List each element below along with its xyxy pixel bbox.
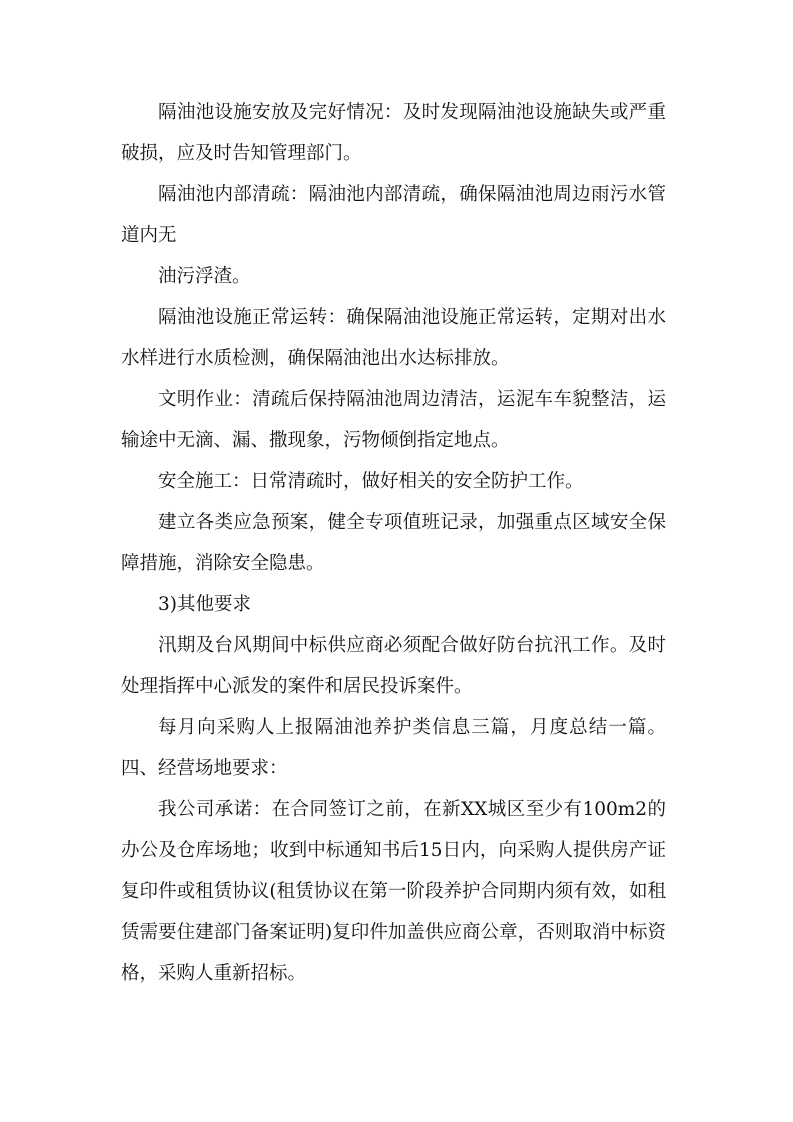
paragraph-civilized-work: 文明作业：清疏后保持隔油池周边清洁，运泥车车貌整洁，运输途中无滴、漏、撒现象，污物倾倒指定地点。 xyxy=(121,389,666,451)
paragraph-monthly-report: 每月向采购人上报隔油池养护类信息三篇，月度总结一篇。四、经营场地要求： xyxy=(121,717,666,779)
paragraph-flood-season: 汛期及台风期间中标供应商必须配合做好防台抗汛工作。及时处理指挥中心派发的案件和居民投诉案件。 xyxy=(121,635,666,697)
paragraph-normal-operation: 隔油池设施正常运转：确保隔油池设施正常运转，定期对出水水样进行水质检测，确保隔油池出水达标排放。 xyxy=(121,307,666,369)
section-heading-other-requirements: 3)其他要求 xyxy=(158,594,251,615)
paragraph-emergency-plans: 建立各类应急预案，健全专项值班记录，加强重点区域安全保障措施，消除安全隐患。 xyxy=(121,512,666,574)
paragraph-oil-scum: 油污浮渣。 xyxy=(158,266,251,287)
document-body xyxy=(121,92,666,994)
paragraph-grease-trap-cleaning: 隔油池内部清疏：隔油池内部清疏，确保隔油池周边雨污水管道内无 xyxy=(121,184,666,246)
paragraph-safe-construction: 安全施工：日常清疏时，做好相关的安全防护工作。 xyxy=(158,471,584,492)
paragraph-grease-trap-condition: 隔油池设施安放及完好情况：及时发现隔油池设施缺失或严重破损，应及时告知管理部门。 xyxy=(121,102,666,164)
paragraph-company-commitment: 我公司承诺：在合同签订之前，在新XX城区至少有100m2的办公及仓库场地；收到中标通知书后15日内，向采购人提供房产证复印件或租赁协议(租赁协议在第一阶段养护合同期内须有效，如租赁需要住建部门备案证明)复印件加盖供应商公章，否则取消中标资格，采购人重新招标。 xyxy=(121,799,666,984)
